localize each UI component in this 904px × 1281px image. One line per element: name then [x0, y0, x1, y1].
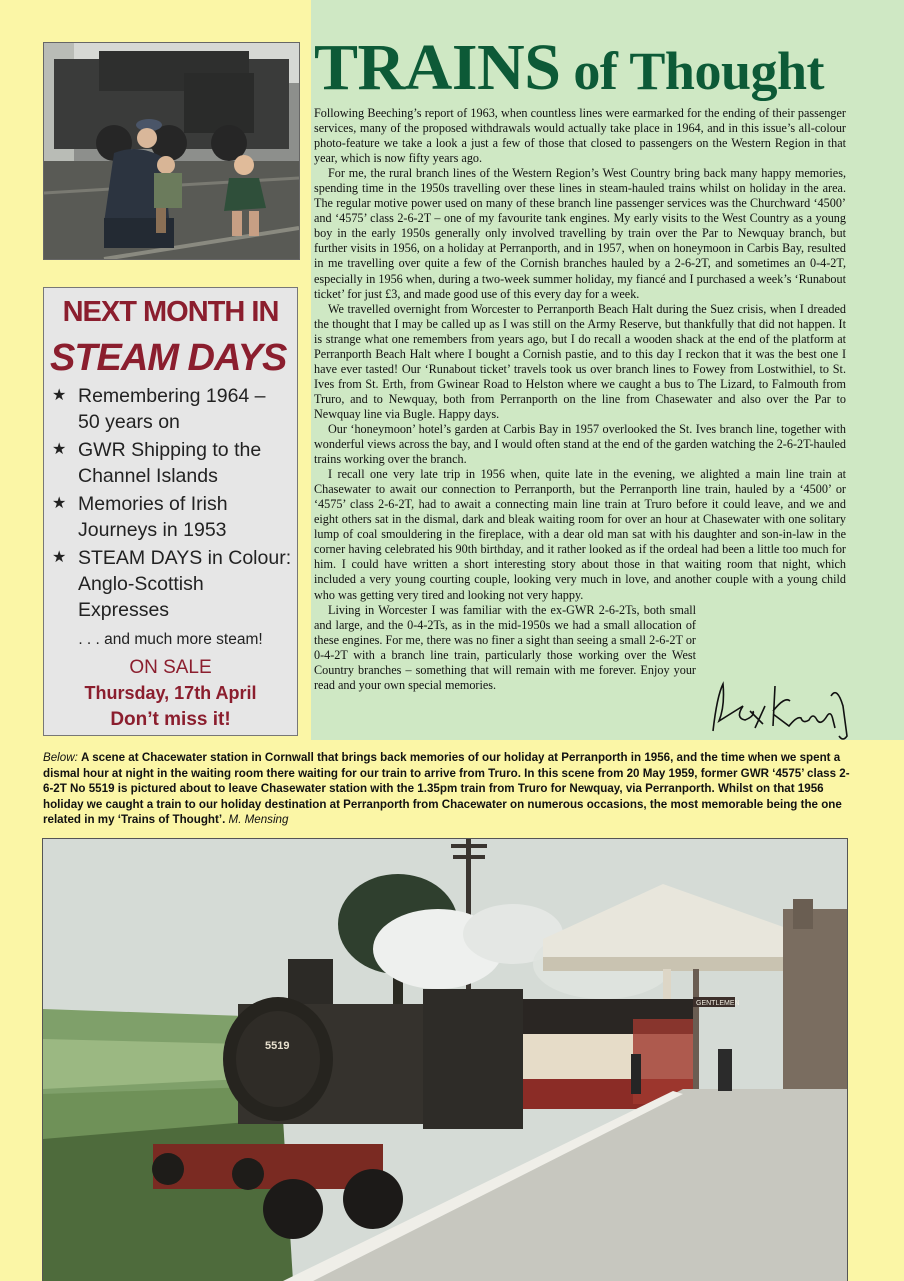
caption-lead: Below: [43, 751, 78, 764]
author-signature [705, 676, 855, 746]
on-sale-date: Thursday, 17th April [84, 683, 257, 703]
next-month-box [43, 287, 298, 736]
next-month-heading: NEXT MONTH IN [62, 296, 279, 328]
station-sign: GENTLEMEN [696, 1000, 740, 1007]
photo-credit: M. Mensing [228, 813, 289, 826]
engine-number: 5519 [265, 1040, 290, 1052]
list-item: ★ Remembering 1964 – 50 years on [52, 385, 266, 433]
star-icon: ★ [52, 441, 67, 458]
list-item: ★ Memories of Irish Journeys in 1953 [52, 493, 228, 541]
paragraph: For me, the rural branch lines of the Western Region’s West Country bring back many happy memories, spending time in the 1950s travelling over these lines in steam-hauled trains whilst on holiday in the area. The regular motive power used on many of these branch line passenger services was the Churchward ‘4500’ and ‘4575’ class 2-6-2T – one of my favourite tank engines. My early visits to the West Country as a young boy in the early 1950s generally only involved travelling by train over the Par to Newquay branch, but further visits in 1956, on a holiday at Perranporth, and in 1957, when on honeymoon in Carbis Bay, resulted in me travelling over quite a few of the Cornish branches hauled by a 2-6-2T, and sometimes an 0-4-2T, especially in 1956 when, during a two-week summer holiday, my fiancé and I purchased a week’s ‘Runabout ticket’ for just £3, and made good use of this every day for a week. [314, 166, 846, 301]
list-item: ★ GWR Shipping to the Channel Islands [52, 439, 262, 487]
shed-photo [43, 42, 300, 260]
magazine-name: STEAM DAYS [50, 337, 287, 379]
paragraph: I recall one very late trip in 1956 when, quite late in the evening, we alighted a main line train at Chasewater to await our connection to Perranporth, but the Perranporth line train, hauled by a ‘4500’ or ‘4575’ class 2-6-2T, had to await a connecting main line train at Truro before it could leave, and we and eight others sat in the dismal, dark and bleak waiting room for over an hour at Chasewater with one solitary lump of coal smouldering in the fireplace, with a dear old man sat with his daughter and son-in-law in the corner having celebrated his 90th birthday, and it rather looked as if the ordeal had been a little too much for him. I could have written a short interesting story about those in that waiting room that night, which included a very young courting couple, looking very much in love, and another couple with a young child who was getting very tired and looking not very happy. [314, 467, 846, 602]
next-month-list [52, 383, 292, 625]
paragraph: We travelled overnight from Worcester to Perranporth Beach Halt during the Suez crisis, when I dreaded the thought that I may be called up as I was still on the Army Reserve, but thankfully that did not happen. It is strange what one remembers from years ago, but I do recall a wooden shack at the end of the platform at Perranporth Beach Halt where I bought a Cornish pastie, and to this day I reckon that it was the best one I have ever tasted! Our ‘Runabout ticket’ travels took us over branch lines to Fowey from Lostwithiel, to St. Ives from St. Erth, from Gwinear Road to Helston where we caught a bus to The Lizard, to Falmouth from Truro, and to Newquay, both from Perranporth on the line from Chasewater and also over the Par to Newquay line via Bugle. Happy days. [314, 301, 846, 421]
more-steam: . . . and much more steam! [78, 631, 263, 648]
on-sale-label: ON SALE [129, 657, 212, 678]
paragraph: Living in Worcester I was familiar with the ex-GWR 2-6-2Ts, both small and large, and the 0-4-2Ts, as in the mid-1950s we had a small allocation of these engines. For me, there was no finer a sight than seeing a small 2-6-2T or 0-4-2T with a branch line train, particularly those working over the West Country branches – something that will remain with me forever. Enjoy your read and your own special memories. [314, 602, 696, 692]
photo-caption [43, 750, 858, 828]
title-sub: of Thought [560, 41, 825, 101]
paragraph: Our ‘honeymoon’ hotel’s garden at Carbis Bay in 1957 overlooked the St. Ives branch line, together with wonderful views across the bay, and I would often stand at the end of the garden watching the 2-6-2T-hauled trains working over the branch. [314, 421, 846, 467]
title-main: TRAINS [314, 31, 561, 104]
star-icon: ★ [52, 549, 67, 566]
station-photo [42, 838, 848, 1281]
article-body [314, 106, 846, 693]
dont-miss-label: Don’t miss it! [110, 709, 231, 730]
paragraph: Following Beeching’s report of 1963, when countless lines were earmarked for the ending of their passenger services, many of the proposed withdrawals would actually take place in 1964, and in this issue’s all-colour photo-feature we take a look a just a few of those that closed to passengers on the Western Region in that year, which is now fifty years ago. [314, 106, 846, 166]
star-icon: ★ [52, 387, 67, 404]
list-item: ★ STEAM DAYS in Colour: Anglo-Scottish Expresses [52, 547, 292, 621]
article-title [314, 30, 904, 106]
caption-text: A scene at Chacewater station in Cornwall that brings back memories of our holiday at Perranporth in 1956, and the time when we spent a dismal hour at night in the waiting room there waiting for our train to arrive from Truro. In this scene from 20 May 1959, former GWR ‘4575’ class 2-6-2T No 5519 is pictured about to leave Chasewater station with the 1.35pm train from Truro for Newquay, via Perranporth. Whilst on that 1956 holiday we caught a train to our holiday destination at Perranporth from Chacewater on numerous occasions, the most memorable being the one related in my ‘Trains of Thought’. [43, 751, 850, 826]
star-icon: ★ [52, 495, 67, 512]
